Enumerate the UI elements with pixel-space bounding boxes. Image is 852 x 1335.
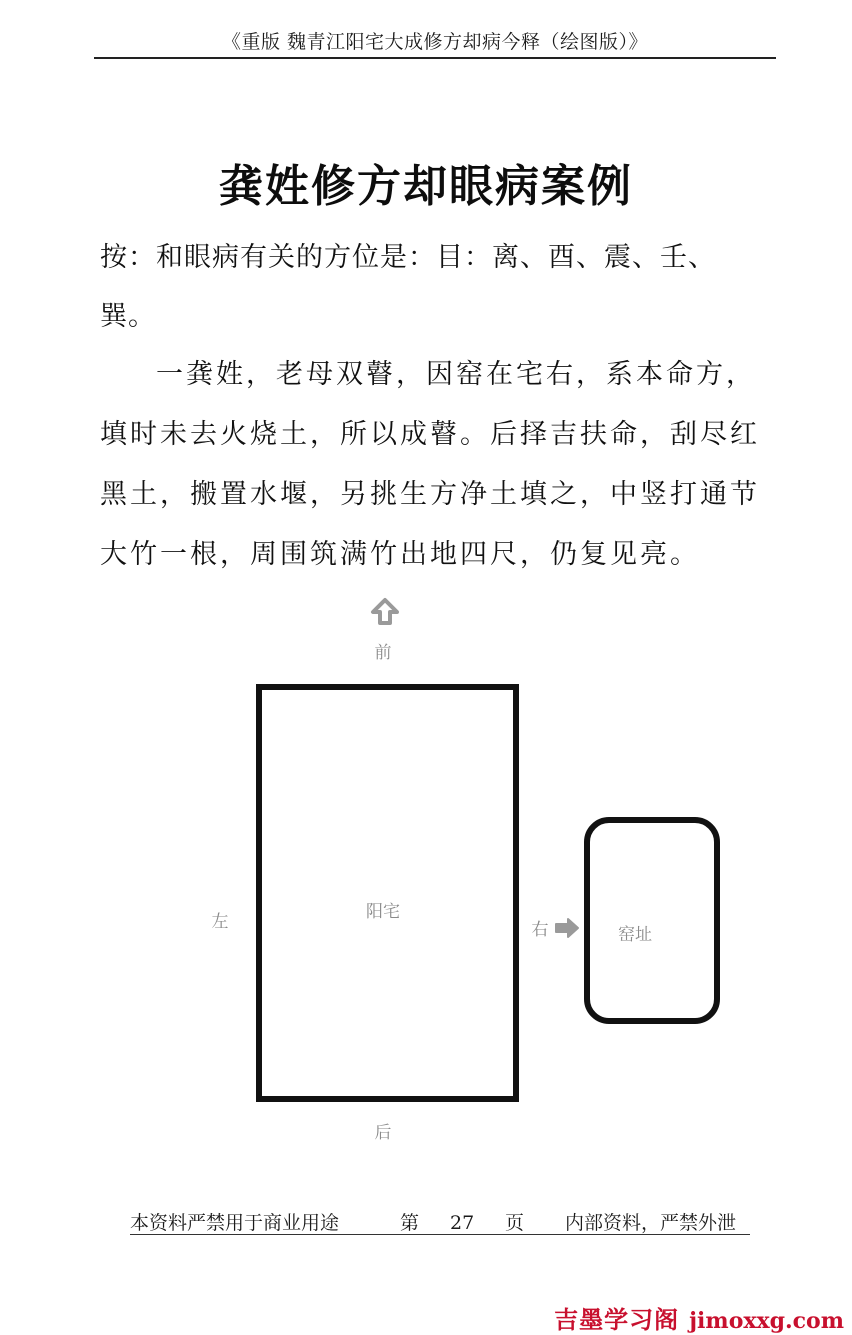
footer-right-note: 内部资料，严禁外泄 (565, 1212, 737, 1234)
site-watermark (554, 1300, 844, 1335)
footer-divider (130, 1234, 750, 1235)
kiln-label: 窑址 (618, 925, 652, 945)
footer-page-word: 第 (400, 1212, 420, 1234)
front-label: 前 (374, 643, 392, 663)
kiln-outline (587, 820, 717, 1021)
right-arrow-icon (556, 919, 578, 937)
front-arrow-icon (373, 600, 397, 623)
house-outline (259, 687, 516, 1099)
note-paragraph: 按：和眼病有关的方位是：目：离、酉、震、壬、巽。 (100, 242, 716, 332)
footer-page-number: 27 (450, 1212, 475, 1234)
left-label: 左 (211, 912, 229, 932)
case-paragraph: 一龚姓，老母双瞽，因窑在宅右，系本命方，填时未去火烧土，所以成瞽。后择吉扶命，刮尽红黑土，搬置水堰，另挑生方净土填之，中竖打通节大竹一根，周围筑满竹出地四尺，仍复见亮。 (100, 359, 760, 570)
house-label: 阳宅 (366, 902, 400, 922)
house-layout-diagram (0, 590, 852, 1160)
running-header: 《重版 魏青江阳宅大成修方却病今释（绘图版）》 (221, 31, 649, 53)
back-label: 后 (374, 1123, 392, 1143)
page-footer (130, 1208, 750, 1235)
watermark-site-url: jimoxxg.com (689, 1308, 844, 1334)
header-divider (94, 57, 776, 59)
footer-page-unit: 页 (505, 1212, 525, 1234)
watermark-site-name: 吉墨学习阁 (554, 1306, 680, 1334)
page-title: 龚姓修方却眼病案例 (219, 161, 633, 212)
right-label: 右 (531, 920, 549, 940)
footer-left-note: 本资料严禁用于商业用途 (130, 1212, 340, 1234)
